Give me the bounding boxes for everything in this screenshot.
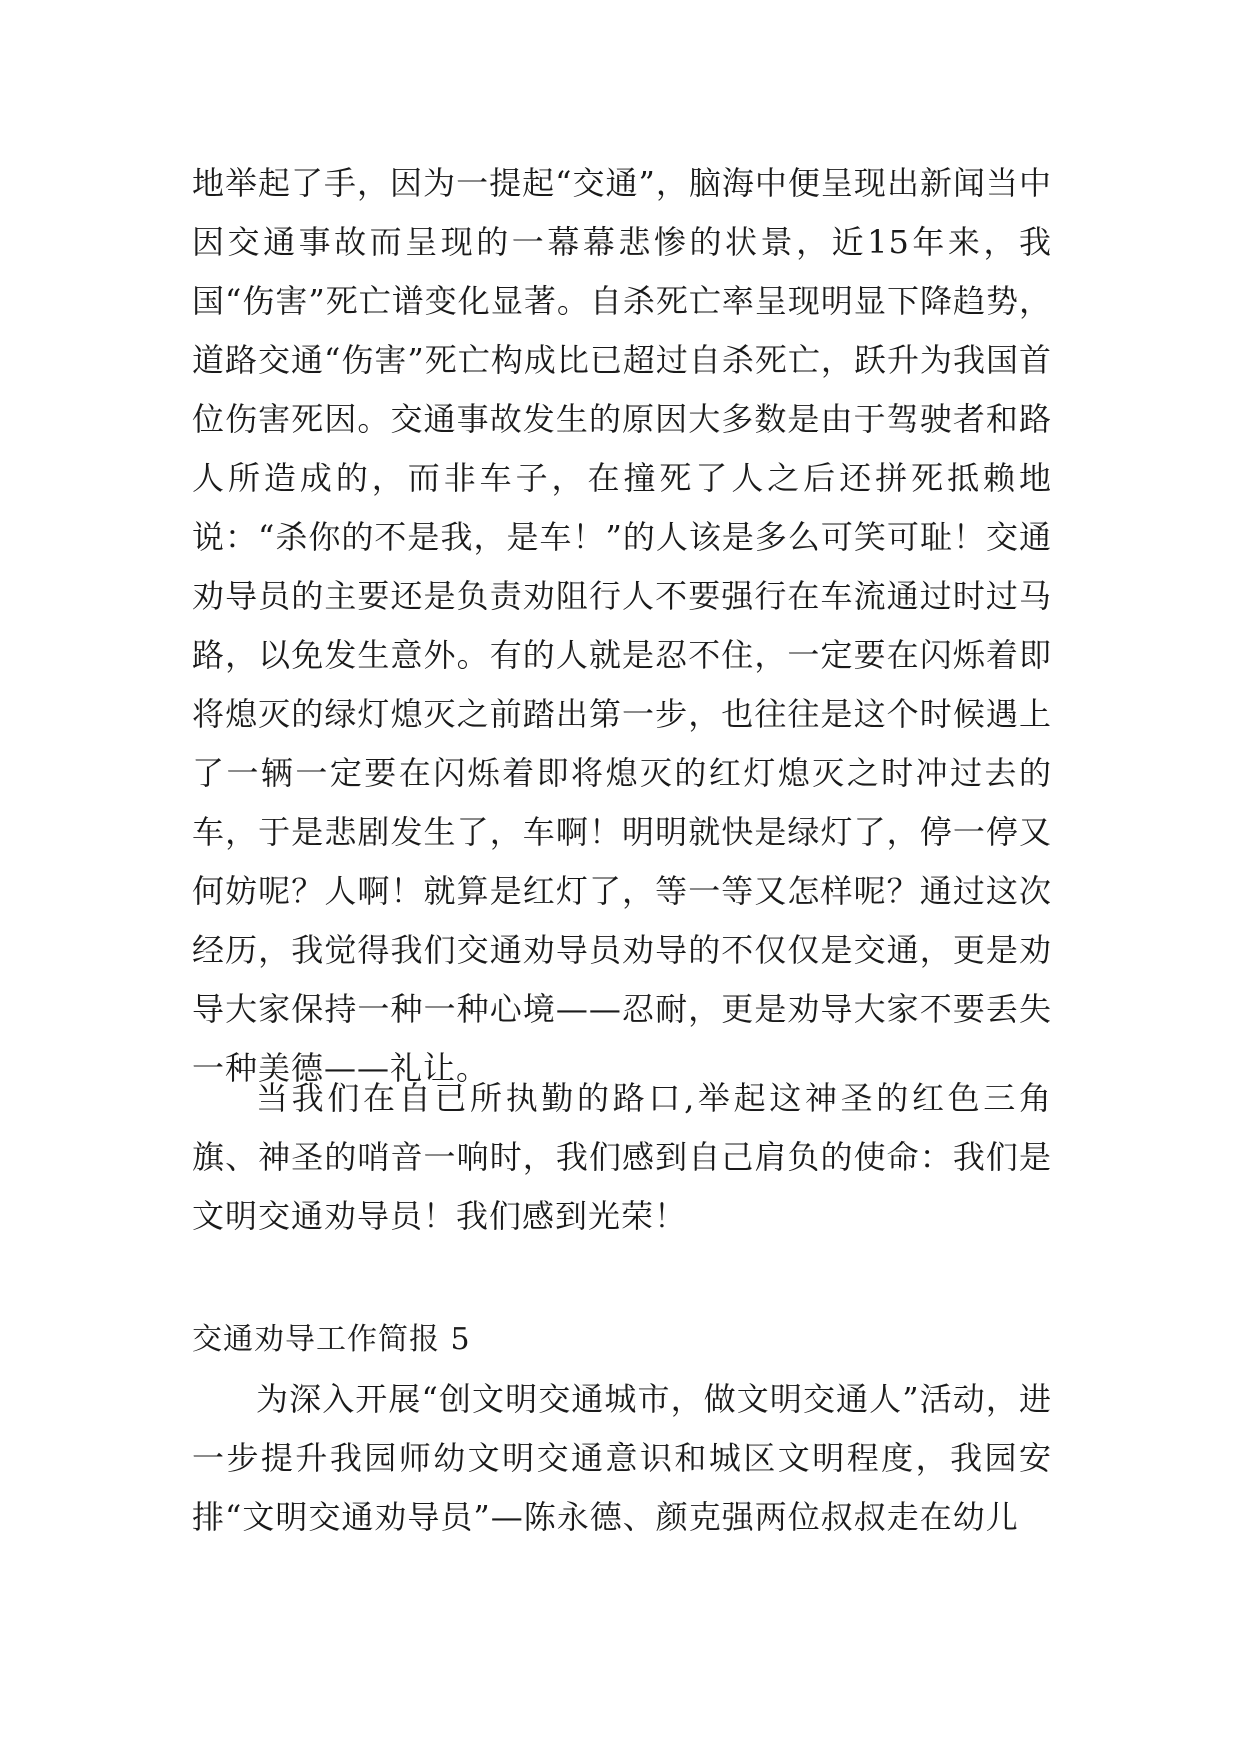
body-text-block: [192, 1069, 1052, 1246]
section-heading: 交通劝导工作简报 5: [192, 1322, 471, 1357]
body-text-block: [192, 154, 1052, 1098]
paragraph-continued: 地举起了手，因为一提起“交通”，脑海中便呈现出新闻当中因交通事故而呈现的一幕幕悲惨的状景，近15年来，我国“伤害”死亡谱变化显著。自杀死亡率呈现明显下降趋势，道路交通“伤害”死亡构成比已超过自杀死亡，跃升为我国首位伤害死因。交通事故发生的原因大多数是由于驾驶者和路人所造成的，而非车子，在撞死了人之后还拼死抵赖地说：“杀你的不是我，是车！”的人该是多么可笑可耻！交通劝导员的主要还是负责劝阻行人不要强行在车流通过时过马路，以免发生意外。有的人就是忍不住，一定要在闪烁着即将熄灭的绿灯熄灭之前踏出第一步，也往往是这个时候遇上了一辆一定要在闪烁着即将熄灭的红灯熄灭之时冲过去的车，于是悲剧发生了，车啊！明明就快是绿灯了，停一停又何妨呢？人啊！就算是红灯了，等一等又怎样呢？通过这次经历，我觉得我们交通劝导员劝导的不仅仅是交通，更是劝导大家保持一种一种心境——忍耐，更是劝导大家不要丢失一种美德——礼让。: [192, 164, 1052, 1087]
body-text-block: [192, 1370, 1052, 1547]
paragraph: 为深入开展“创文明交通城市，做文明交通人”活动，进一步提升我园师幼文明交通意识和城区文明程度，我园安排“文明交通劝导员”—陈永德、颜克强两位叔叔走在幼儿: [192, 1380, 1052, 1536]
paragraph: 当我们在自已所执勤的路口,举起这神圣的红色三角旗、神圣的哨音一响时，我们感到自己肩负的使命：我们是文明交通劝导员！我们感到光荣！: [192, 1079, 1052, 1235]
